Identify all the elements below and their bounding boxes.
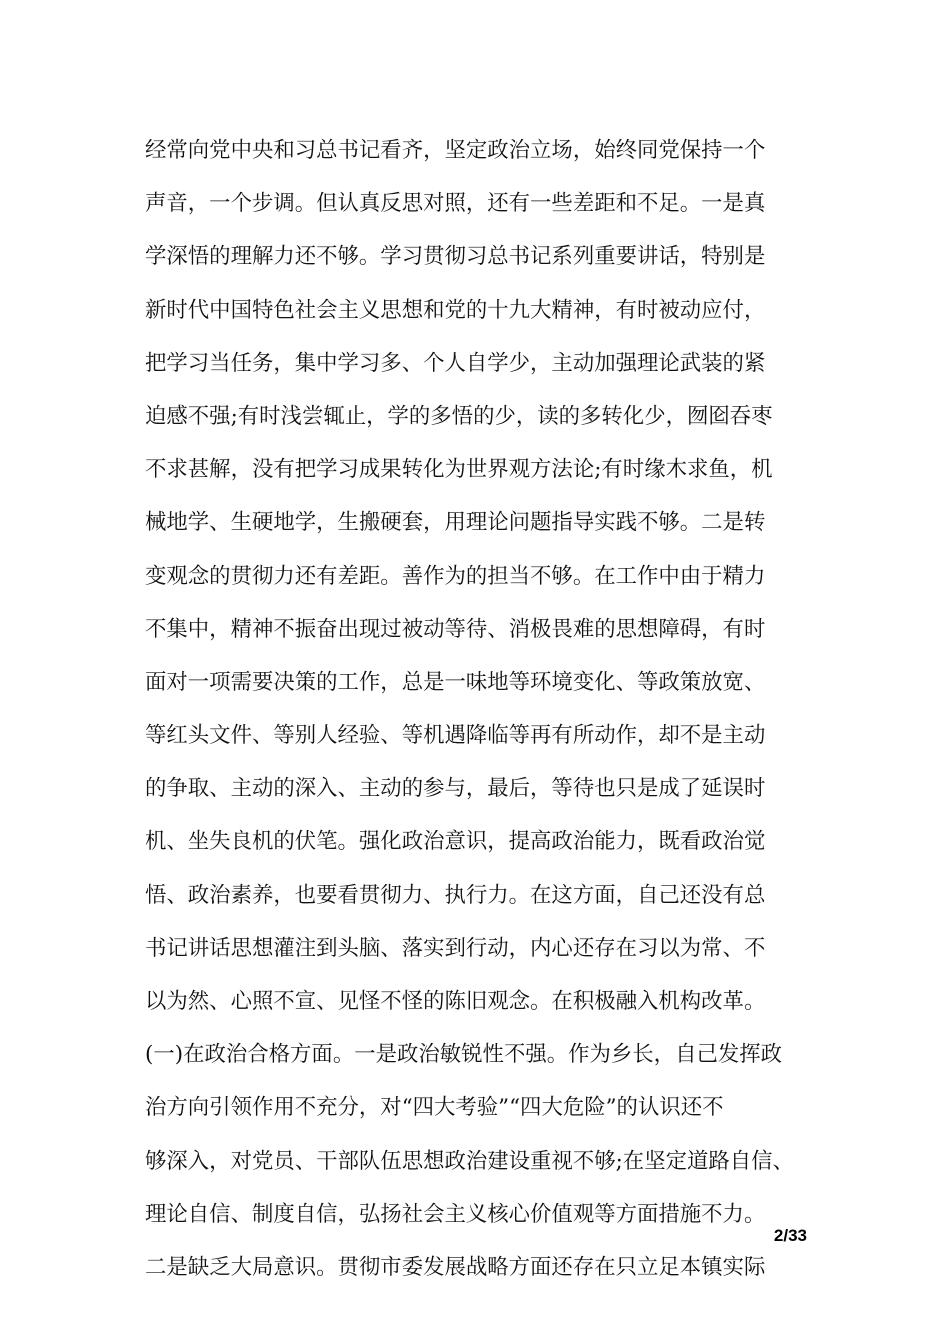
- text-line: 学深悟的理解力还不够。学习贯彻习总书记系列重要讲话，特别是: [145, 244, 766, 270]
- text-line: 悟、政治素养，也要看贯彻力、执行力。在这方面，自己还没有总: [145, 882, 766, 908]
- text-line: 把学习当任务，集中学习多、个人自学少，主动加强理论武装的紧: [145, 350, 766, 376]
- text-line: 够深入，对党员、干部队伍思想政治建设重视不够;在坚定道路自信、: [145, 1148, 794, 1174]
- text-line: 治方向引领作用不充分，对“四大考验”“四大危险”的认识还不: [145, 1095, 724, 1121]
- text-line: 的争取、主动的深入、主动的参与，最后，等待也只是成了延误时: [145, 776, 766, 802]
- page-number: 2/33: [773, 1226, 807, 1245]
- text-line: 二是缺乏大局意识。贯彻市委发展战略方面还存在只立足本镇实际: [145, 1254, 766, 1280]
- text-line: 机、坐失良机的伏笔。强化政治意识，提高政治能力，既看政治觉: [145, 829, 766, 855]
- text-line: 迫感不强;有时浅尝辄止，学的多悟的少，读的多转化少，囫囵吞枣: [145, 403, 773, 429]
- text-line: 变观念的贯彻力还有差距。善作为的担当不够。在工作中由于精力: [145, 563, 766, 589]
- text-line: 声音，一个步调。但认真反思对照，还有一些差距和不足。一是真: [145, 191, 766, 217]
- text-line: 面对一项需要决策的工作，总是一味地等环境变化、等政策放宽、: [145, 669, 766, 695]
- text-line: 书记讲话思想灌注到头脑、落实到行动，内心还存在习以为常、不: [145, 935, 766, 961]
- text-line: 经常向党中央和习总书记看齐，坚定政治立场，始终同党保持一个: [145, 138, 766, 163]
- text-line: (一)在政治合格方面。一是政治敏锐性不强。作为乡长，自己发挥政: [145, 1042, 783, 1068]
- text-line: 以为然、心照不宣、见怪不怪的陈旧观念。在积极融入机构改革。: [145, 989, 766, 1014]
- text-line: 新时代中国特色社会主义思想和党的十九大精神，有时被动应付，: [145, 297, 766, 323]
- text-line: 不集中，精神不振奋出现过被动等待、消极畏难的思想障碍，有时: [145, 616, 766, 642]
- text-line: 械地学、生硬地学，生搬硬套，用理论问题指导实践不够。二是转: [145, 510, 766, 536]
- text-line: 等红头文件、等别人经验、等机遇降临等再有所动作，却不是主动: [145, 723, 766, 749]
- text-line: 理论自信、制度自信，弘扬社会主义核心价值观等方面措施不力。: [145, 1201, 766, 1227]
- body-text: [145, 124, 825, 1294]
- text-line: 不求甚解，没有把学习成果转化为世界观方法论;有时缘木求鱼，机: [145, 457, 773, 483]
